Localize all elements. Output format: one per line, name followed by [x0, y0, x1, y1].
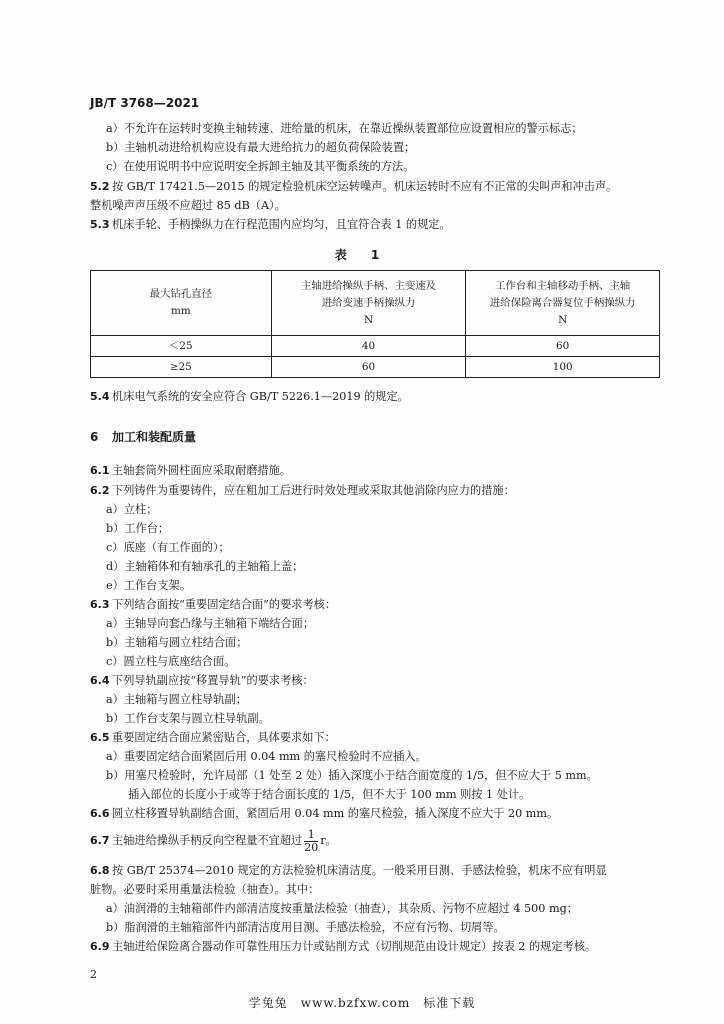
clause-6-7 — [90, 826, 337, 856]
clause-text: 机床电气系统的安全应符合 GB/T 5226.1—2019 的规定。 — [112, 390, 409, 403]
clause-text: 下列铸件为重要铸件，应在粗加工后进行时效处理或采取其他消除内应力的措施： — [112, 484, 515, 497]
clause-5-2-continuation: 整机噪声声压级不应超过 85 dB（A）。 — [90, 199, 286, 212]
table-cell: ≥25 — [91, 357, 272, 378]
list-item: e）工作台支架。 — [106, 579, 191, 592]
list-item: c）圆立柱与底座结合面。 — [106, 655, 236, 668]
clause-number: 5.4 — [90, 390, 110, 403]
clause-number: 6.2 — [90, 484, 110, 497]
list-item: b）脂润滑的主轴箱部件内部清洁度用目测、手感法检验，不应有污物、切屑等。 — [106, 921, 505, 934]
clause-5-2 — [90, 180, 617, 194]
clause-number: 6.7 — [90, 834, 110, 847]
list-item: c）底座（有工作面的）； — [106, 541, 230, 554]
section-title: 加工和装配质量 — [112, 430, 197, 444]
table-header-cell: 最大钻孔直径 mm — [91, 271, 272, 336]
clause-text: 按 GB/T 25374—2010 规定的方法检验机床清洁度。一般采用目测、手感法检验，机床不应有明显 — [112, 864, 607, 877]
clause-6-3 — [90, 598, 336, 612]
clause-6-6 — [90, 807, 558, 821]
list-item: b）用塞尺检验时，允许局部（1 处至 2 处）插入深度小于结合面宽度的 1/5，但不应大于 5 mm。 — [106, 769, 598, 782]
clause-text: 主轴进给操纵手柄反向空程量不宜超过 — [112, 834, 303, 847]
clause-text: 主轴套筒外圆柱面应采取耐磨措施。 — [112, 464, 292, 477]
table-header-cell: 主轴进给操纵手柄、主变速及 进给变速手柄操纵力 N — [271, 271, 466, 336]
clause-6-2 — [90, 484, 515, 498]
list-item: b）工作台； — [106, 522, 170, 535]
clause-text: 重要固定结合面应紧密贴合，具体要求如下： — [112, 731, 336, 744]
clause-5-4 — [90, 390, 409, 404]
table-cell: 60 — [271, 357, 466, 378]
table-cell: 100 — [466, 357, 660, 378]
clause-number: 5.2 — [90, 180, 110, 193]
section-number: 6 — [90, 430, 99, 444]
section-6-heading — [90, 428, 196, 445]
list-item: a）重要固定结合面紧固后用 0.04 mm 的塞尺检验时不应插入。 — [106, 750, 427, 763]
table-header-cell: 工作台和主轴移动手柄、主轴 进给保险离合器复位手柄操纵力 N — [466, 271, 660, 336]
site-footer-watermark: 学兔兔 www.bzfxw.com 标准下载 — [248, 996, 476, 1010]
clause-number: 6.4 — [90, 674, 110, 687]
table-cell: 60 — [466, 336, 660, 357]
table-row — [91, 336, 660, 357]
clause-text: 下列导轨副应按“移置导轨”的要求考核： — [112, 674, 314, 687]
table-1 — [90, 270, 660, 378]
clause-number: 6.5 — [90, 731, 110, 744]
fraction-denominator: 20 — [304, 840, 319, 854]
list-item: a）不允许在运转时变换主轴转速、进给量的机床，在靠近操纵装置部位应设置相应的警示标志； — [106, 122, 583, 135]
clause-number: 5.3 — [90, 218, 110, 231]
list-item: a）立柱； — [106, 503, 158, 516]
list-item: b）主轴机动进给机构应设有最大进给抗力的超负荷保险装置； — [106, 141, 416, 154]
table-title: 表 1 — [334, 248, 390, 262]
table-header-row — [91, 271, 660, 336]
list-item: a）主轴导向套凸缘与主轴箱下端结合面； — [106, 617, 315, 630]
clause-6-1 — [90, 464, 291, 478]
list-item-continuation: 插入部位的长度小于或等于结合面长度的 1/5，但不大于 100 mm 则按 1 处计。 — [128, 788, 531, 801]
list-item: a）油润滑的主轴箱部件内部清洁度按重量法检验（抽查），其杂质、污物不应超过 4 500 mg； — [106, 902, 578, 915]
clause-6-8-continuation: 脏物。必要时采用重量法检验（抽查）。其中： — [90, 883, 320, 896]
clause-6-8 — [90, 864, 607, 878]
clause-6-9 — [90, 940, 596, 954]
clause-5-3 — [90, 218, 451, 232]
list-item: c）在使用说明书中应说明安全拆卸主轴及其平衡系统的方法。 — [106, 160, 415, 173]
list-item: b）主轴箱与圆立柱结合面； — [106, 636, 248, 649]
clause-text: 主轴进给保险离合器动作可靠性用压力计或钻削方式（切削规范由设计规定）按表 2 的规定考核。 — [112, 940, 597, 953]
unit: r。 — [320, 834, 337, 847]
clause-number: 6.3 — [90, 598, 110, 611]
list-item: d）主轴箱体和有轴承孔的主轴箱上盖； — [106, 560, 304, 573]
list-item: b）工作台支架与圆立柱导轨副。 — [106, 712, 270, 725]
clause-number: 6.6 — [90, 807, 110, 820]
fraction — [304, 829, 318, 854]
clause-text: 圆立柱移置导轨副结合面，紧固后用 0.04 mm 的塞尺检验，插入深度不应大于 20 mm。 — [112, 807, 559, 820]
clause-6-4 — [90, 674, 314, 688]
table-cell: 40 — [271, 336, 466, 357]
list-item: a）主轴箱与圆立柱导轨副； — [106, 693, 247, 706]
clause-text: 机床手轮、手柄操纵力在行程范围内应均匀，且宜符合表 1 的规定。 — [112, 218, 451, 231]
clause-number: 6.1 — [90, 464, 110, 477]
clause-6-5 — [90, 731, 336, 745]
fraction-numerator: 1 — [304, 829, 318, 842]
clause-text: 下列结合面按“重要固定结合面”的要求考核： — [112, 598, 337, 611]
standard-code: JB/T 3768—2021 — [90, 96, 200, 110]
clause-number: 6.8 — [90, 864, 110, 877]
clause-text: 按 GB/T 17421.5—2015 的规定检验机床空运转噪声。机床运转时不应有不正常的尖叫声和冲击声。 — [112, 180, 618, 193]
page-number: 2 — [90, 968, 97, 981]
table-row — [91, 357, 660, 378]
table-cell: ＜25 — [91, 336, 272, 357]
clause-number: 6.9 — [90, 940, 110, 953]
